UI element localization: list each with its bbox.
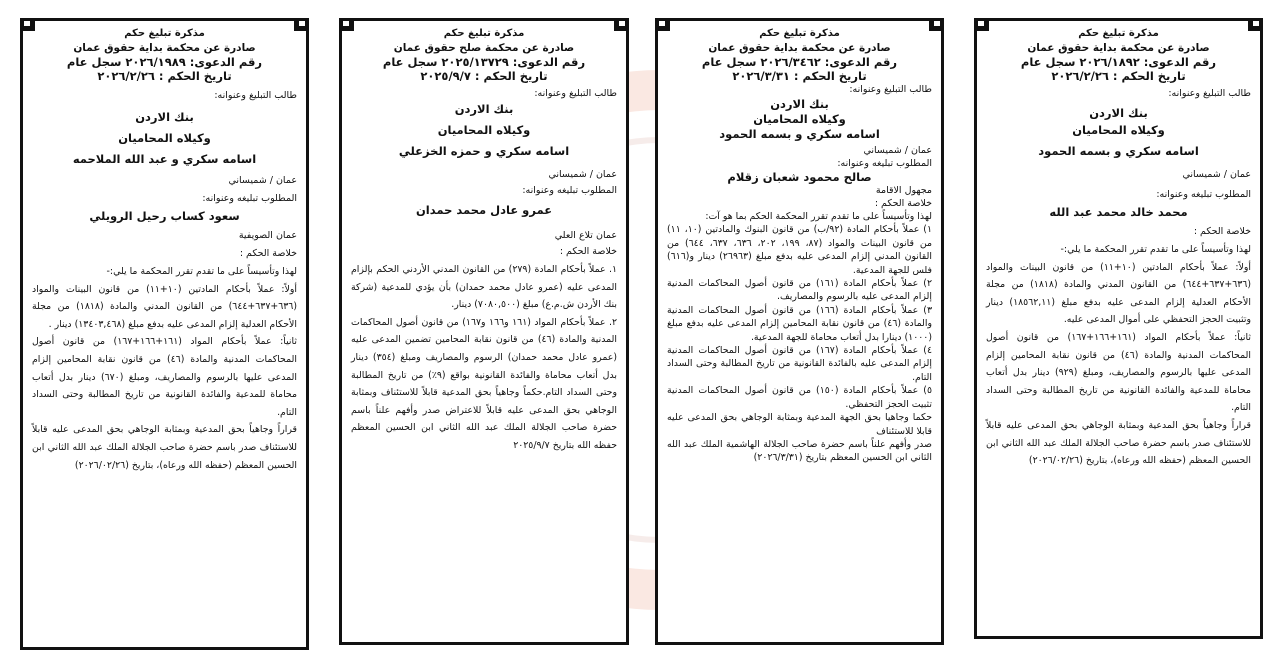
requester-agents-label: وكيلاه المحاميان [753, 112, 846, 126]
requester-address: عمان / شميساني [863, 145, 932, 156]
notified-name: محمد خالد محمد عبد الله [1049, 205, 1188, 219]
notified-label: المطلوب تبليغه وعنوانه: [837, 158, 932, 169]
body-paragraph: قراراً وجاهياً بحق المدعية وبمثابة الوجاهي بحق المدعى عليه قابلاً للاستئناف صدر باسم حضرة صاحب الجلالة الملك عبد الله الثاني ابن الحسين المعظم (حفظه الله ورعاه)، بتاريخ (٢٠٢٦/٠٢/٢٦) [32, 424, 297, 471]
body-paragraph: ٣) عملاً بأحكام المادة (١٦٦) من قانون أصول المحاكمات المدنية والمادة (٤٦) من قانون نقابة المحامين إلزام المدعى عليه بدفع مبلغ (١٠٠٠) دينارا بدل أتعاب محاماة للجهة المدعية. [667, 304, 932, 343]
body-paragraph: حكما وجاهيا بحق الجهة المدعية وبمثابة الوجاهي بحق المدعى عليه قابلا للاستئناف [667, 412, 932, 437]
judgment-date: تاريخ الحكم : ٢٠٢٦/٣/٣١ [732, 69, 867, 83]
judgment-notice-1 [974, 18, 1263, 639]
body-paragraph: ٤) عملاً بأحكام المادة (١٦٧) من قانون أصول المحاكمات المدنية إلزام المدعى عليه بالفائدة القانونية من تاريخ المطالبة وحتى السداد التام. [667, 345, 932, 383]
requester-bank: بنك الاردن [1089, 106, 1148, 120]
notified-label: المطلوب تبليغه وعنوانه: [522, 185, 617, 196]
notified-name: سعود كساب رحيل الرويلي [89, 209, 240, 223]
requester-lawyers: اسامه سكري و عبد الله الملاحمه [72, 152, 257, 166]
requester-address: عمان / شميساني [548, 169, 617, 180]
summary-label: خلاصة الحكم : [239, 248, 297, 259]
body-paragraph: ٢. عملاً بأحكام المواد (١٦١ و١٦٦ و١٦٧) من قانون أصول المحاكمات المدنية والمادة (٤٦) من قانون نقابة المحامين تضمين المدعى عليه (عمرو عادل محمد حمدان) الرسوم والمصاريف ومبلغ (٣٥٤) دينار بدل أتعاب محاماة والفائدة القانونية بواقع (٩٪) من تاريخ المطالبة وحتى السداد التام.حكماً وجاهياً بحق المدعية قابلاً للاستئناف وبمثابة الوجاهي بحق المدعى عليه قابلاً للاعتراض صدر وأفهم علناً باسم حضرة صاحب الجلالة الملك عبد الله الثاني ابن الحسين المعظم حفظه الله بتاريخ ٢٠٢٥/٩/٧ [351, 316, 617, 451]
court-name: صادرة عن محكمة بداية حقوق عمان [73, 42, 256, 54]
body-paragraph: أولاً: عملاً بأحكام المادتين (١٠+١١) من قانون البينات والمواد (٦٣٦+٦٣٧+٦٤٤) من القانون المدني والمادة (١٨١٨) من مجلة الأحكام العدلية إلزام المدعى عليه بدفع مبلغ (١٣٤٠٣,٤٦٨) دينار . [32, 283, 297, 330]
judgment-notice-4 [20, 18, 309, 650]
notified-address: مجهول الاقامة [875, 185, 932, 196]
judgment-date: تاريخ الحكم : ٢٠٢٥/٩/٧ [420, 69, 548, 83]
judgment-body [351, 261, 617, 455]
body-paragraph: ١) عملاً بأحكام المادة (٩٢/ب) من قانون البنوك والمادتين (١٠، ١١) من قانون البينات والمواد (٨٧، ١٩٩، ٢٠٢، ٦٣٦، ٦٣٧، ٦٤٤) من القانون المدني إلزام المدعى عليه بدفع مبلغ (٢٦٩٦٣) دينار و(٦١٦) فلس للجهة المدعية. [667, 224, 933, 276]
case-number: رقم الدعوى: ٢٠٢٦/٣٤٦٢ سجل عام [701, 55, 898, 69]
requester-label: طالب التبليغ وعنوانه: [1168, 88, 1251, 99]
notified-name: صالح محمود شعبان زقلام [727, 170, 872, 184]
body-paragraph: ٥) عملاً بأحكام المادة (١٥٠) من قانون أصول المحاكمات المدنية تثبيت الحجز التحفظي. [667, 385, 932, 410]
requester-label: طالب التبليغ وعنوانه: [534, 88, 617, 99]
requester-address: عمان / شميساني [228, 175, 297, 186]
requester-lawyers: اسامه سكري و حمزه الخزعلي [398, 144, 570, 158]
summary-label: خلاصة الحكم : [1193, 226, 1251, 237]
requester-address: عمان / شميساني [1182, 169, 1251, 180]
body-paragraph: ثانياً: عملاً بأحكام المواد (١٦١+١٦٦+١٦٧) من قانون أصول المحاكمات المدنية والمادة (٤٦) من قانون نقابة المحامين إلزام المدعى عليها بالرسوم والمصاريف، ومبلغ (٩٢٩) دينار بدل أتعاب محاماة للمدعية والفائدة القانونية من تاريخ المطالبة وحتى السداد التام. [986, 331, 1252, 414]
body-paragraph: ثانياً: عملاً بأحكام المواد (١٦١+١٦٦+١٦٧) من قانون أصول المحاكمات المدنية والمادة (٤٦) من قانون نقابة المحامين إلزام المدعى عليها بالرسوم والمصاريف، ومبلغ (٦٧٠) دينار بدل أتعاب محاماة للمدعية والفائدة القانونية من تاريخ المطالبة وحتى السداد التام. [32, 336, 298, 418]
judgment-body [667, 210, 932, 465]
notified-address: عمان تلاع العلي [554, 230, 617, 241]
judgment-notice-2 [655, 18, 944, 645]
notice-title: مذكرة تبليغ حكم [1078, 28, 1159, 39]
corner-ornament [20, 18, 35, 31]
notified-address: عمان الصويفية [238, 230, 297, 241]
corner-ornament [614, 18, 629, 31]
summary-label: خلاصة الحكم : [559, 246, 617, 257]
corner-ornament [929, 18, 944, 31]
requester-lawyers: اسامه سكري و بسمه الحمود [1038, 144, 1199, 158]
body-paragraph: صدر وأفهم علناً باسم حضرة صاحب الجلالة الهاشمية الملك عبد الله الثاني ابن الحسين المعظم بتاريخ (٢٠٢٦/٣/٣١) [667, 438, 932, 464]
notified-name: عمرو عادل محمد حمدان [415, 203, 553, 217]
judgment-date: تاريخ الحكم : ٢٠٢٦/٢/٢٦ [97, 69, 232, 83]
corner-ornament [294, 18, 309, 31]
court-name: صادرة عن محكمة بداية حقوق عمان [1027, 42, 1210, 54]
court-name: صادرة عن محكمة صلح حقوق عمان [393, 42, 575, 54]
judgment-date: تاريخ الحكم : ٢٠٢٦/٢/٢٦ [1051, 69, 1186, 83]
corner-ornament [655, 18, 670, 31]
body-paragraph: ١. عملاً بأحكام المادة (٢٧٩) من القانون المدني الأردني الحكم بإلزام المدعى عليه (عمرو عادل محمد حمدان) بأن يؤدي للمدعية (شركة بنك الأردن ش.م.ع) مبلغ (٧٠٨٠,٥٠٠) دينار. [351, 264, 617, 311]
requester-bank: بنك الاردن [770, 97, 829, 111]
body-paragraph: لهذا وتأسيساً على ما تقدم تقرر المحكمة الحكم بما هو آت: [705, 211, 932, 222]
judgment-body [986, 241, 1251, 470]
case-number: رقم الدعوى: ٢٠٢٦/١٩٨٩ سجل عام [66, 55, 263, 69]
case-number: رقم الدعوى: ٢٠٢٥/١٣٧٢٩ سجل عام [382, 55, 586, 69]
court-name: صادرة عن محكمة بداية حقوق عمان [708, 42, 891, 54]
notified-label: المطلوب تبليغه وعنوانه: [1156, 189, 1251, 200]
requester-bank: بنك الاردن [135, 110, 194, 124]
case-number: رقم الدعوى: ٢٠٢٦/١٨٩٢ سجل عام [1020, 55, 1217, 69]
body-paragraph: ٢) عملاً بأحكام المادة (١٦١) من قانون أصول المحاكمات المدنية إلزام المدعى عليه بالرسوم والمصاريف. [667, 278, 932, 303]
corner-ornament [339, 18, 354, 31]
summary-label: خلاصة الحكم : [874, 198, 932, 209]
body-paragraph: قراراً وجاهياً بحق المدعية وبمثابة الوجاهي بحق المدعى عليه قابلاً للاستئناف صدر باسم حضرة صاحب الجلالة الملك عبد الله الثاني ابن الحسين المعظم (حفظه الله ورعاه)، بتاريخ (٢٠٢٦/٠٢/٢٦) [986, 419, 1251, 467]
notice-title: مذكرة تبليغ حكم [759, 28, 840, 39]
notice-title: مذكرة تبليغ حكم [443, 28, 525, 39]
body-paragraph: أولاً: عملاً بأحكام المادتين (١٠+١١) من قانون البينات والمواد (٦٣٦+٦٣٧+٦٤٤) من القانون المدني والمادة (١٨١٨) من مجلة الأحكام العدلية إلزام المدعى عليه بدفع مبلغ (١٨٥٦٢,١١) دينار وتثبيت الحجز التحفظي على أموال المدعى عليه. [986, 261, 1251, 326]
requester-agents-label: وكيلاه المحاميان [1072, 123, 1165, 137]
body-paragraph: لهذا وتأسيساً على ما تقدم تقرر المحكمة ما يلي:- [106, 266, 297, 277]
requester-label: طالب التبليغ وعنوانه: [214, 90, 297, 101]
notice-title: مذكرة تبليغ حكم [124, 28, 205, 39]
corner-ornament [1248, 18, 1263, 31]
requester-bank: بنك الاردن [454, 102, 514, 116]
body-paragraph: لهذا وتأسيساً على ما تقدم تقرر المحكمة ما يلي:- [1060, 244, 1251, 255]
judgment-notice-3 [339, 18, 629, 645]
notified-label: المطلوب تبليغه وعنوانه: [202, 193, 297, 204]
judgment-body [32, 263, 297, 474]
requester-label: طالب التبليغ وعنوانه: [849, 84, 932, 95]
requester-agents-label: وكيلاه المحاميان [118, 131, 211, 145]
requester-lawyers: اسامه سكري و بسمه الحمود [719, 127, 880, 141]
requester-agents-label: وكيلاه المحاميان [437, 123, 531, 137]
corner-ornament [974, 18, 989, 31]
